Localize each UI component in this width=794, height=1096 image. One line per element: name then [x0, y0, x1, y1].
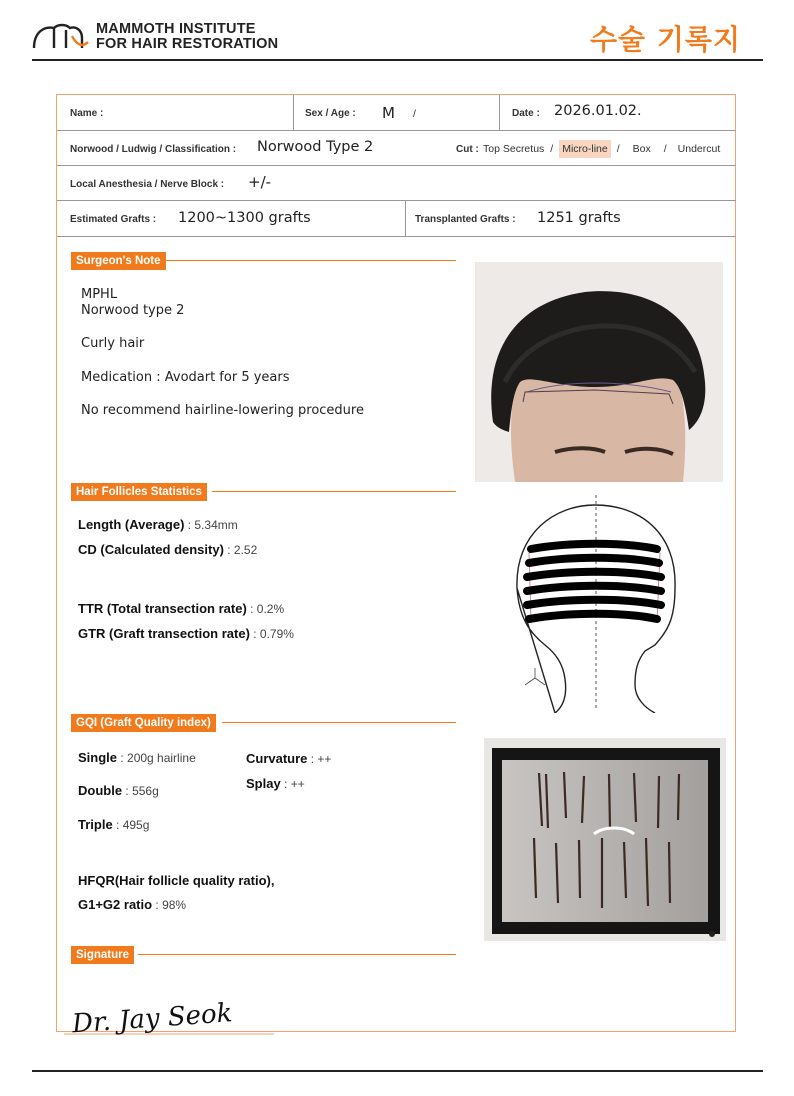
section-rule: [222, 722, 456, 723]
ratio-stat: [78, 897, 186, 912]
ratio-value: : 98%: [152, 898, 187, 912]
document-title: 수술 기록지: [590, 23, 741, 56]
estimated-grafts-value[interactable]: 1200~1300 grafts: [178, 210, 311, 226]
double-value: : 556g: [122, 784, 159, 798]
single-label: Single: [78, 750, 118, 765]
row-divider: [57, 236, 736, 237]
transplanted-grafts-value[interactable]: 1251 grafts: [537, 210, 621, 226]
patient-hairline-photo: [475, 262, 723, 482]
curvature-stat: [246, 751, 331, 766]
ratio-label: G1+G2 ratio: [78, 897, 153, 912]
cd-value: : 2.52: [223, 543, 258, 557]
length-stat: [78, 517, 238, 532]
surgeons-note-heading: Surgeon's Note: [71, 252, 166, 270]
triple-value: : 495g: [112, 818, 150, 832]
single-value: : 200g hairline: [117, 751, 196, 765]
length-label: Length (Average): [78, 517, 185, 532]
date-label: Date :: [512, 108, 540, 119]
hfqr-label: [78, 873, 274, 888]
col-divider: [405, 201, 406, 236]
cut-option-micro-line[interactable]: Micro-line: [559, 140, 611, 158]
date-value[interactable]: 2026.01.02.: [554, 103, 642, 119]
curvature-value: : ++: [307, 752, 332, 766]
splay-stat: [246, 776, 305, 791]
note-line: Curly hair: [81, 336, 145, 351]
triple-stat: [78, 817, 149, 832]
logo: [32, 22, 92, 50]
length-value: : 5.34mm: [184, 518, 238, 532]
header-rule: [32, 59, 763, 61]
anesthesia-label: Local Anesthesia / Nerve Block :: [70, 179, 225, 190]
note-line: No recommend hairline-lowering procedure: [81, 403, 364, 418]
ttr-value: : 0.2%: [246, 602, 285, 616]
sex-value[interactable]: M: [382, 104, 395, 122]
note-line: MPHL: [81, 287, 118, 302]
cd-label: CD (Calculated density): [78, 542, 224, 557]
double-stat: [78, 783, 159, 798]
ttr-label: TTR (Total transection rate): [78, 601, 247, 616]
cut-option-undercut[interactable]: Undercut: [677, 143, 721, 155]
name-label: Name :: [70, 108, 104, 119]
note-line: Norwood type 2: [81, 303, 185, 318]
gtr-stat: [78, 626, 294, 641]
row-divider: [57, 130, 736, 131]
ttr-stat: [78, 601, 284, 616]
estimated-grafts-label: Estimated Grafts :: [70, 214, 157, 225]
double-label: Double: [78, 783, 123, 798]
classification-value[interactable]: Norwood Type 2: [257, 139, 374, 155]
transplanted-grafts-label: Transplanted Grafts :: [415, 214, 516, 225]
section-rule: [138, 954, 456, 955]
cut-label: Cut :: [456, 144, 479, 155]
row-divider: [57, 165, 736, 166]
splay-label: Splay: [246, 776, 281, 791]
cd-stat: [78, 542, 257, 557]
logo-text: [96, 22, 278, 52]
hfqr-text: HFQR(Hair follicle quality ratio),: [78, 873, 275, 888]
donor-area-diagram: [505, 493, 687, 713]
classification-label: Norwood / Ludwig / Classification :: [70, 144, 237, 155]
anesthesia-value[interactable]: +/-: [248, 173, 272, 191]
triple-label: Triple: [78, 817, 113, 832]
signature-text: Dr. Jay Seok: [71, 998, 234, 1040]
logo-line-2: FOR HAIR RESTORATION: [96, 36, 279, 52]
cut-separator: /: [616, 143, 620, 155]
doctor-signature: [64, 988, 278, 1048]
gtr-value: : 0.79%: [249, 627, 294, 641]
mammoth-logo-icon: [32, 22, 92, 50]
cut-separator: /: [550, 143, 554, 155]
cut-separator: /: [663, 143, 667, 155]
signature-heading: Signature: [71, 946, 134, 964]
logo-line-1: MAMMOTH INSTITUTE: [96, 21, 256, 37]
col-divider: [499, 95, 500, 130]
cut-option-box[interactable]: Box: [632, 143, 651, 155]
row-divider: [57, 200, 736, 201]
col-divider: [293, 95, 294, 130]
curvature-label: Curvature: [246, 751, 308, 766]
splay-value: : ++: [280, 777, 305, 791]
graft-monitor-photo: [484, 738, 726, 941]
cut-option-top-secretus[interactable]: Top Secretus: [483, 143, 545, 155]
age-separator: /: [413, 108, 416, 120]
cut-options: [480, 143, 723, 155]
section-rule: [212, 491, 456, 492]
single-stat: [78, 750, 196, 765]
footer-rule: [32, 1070, 763, 1072]
hair-follicles-heading: Hair Follicles Statistics: [71, 483, 207, 501]
sex-age-label: Sex / Age :: [305, 108, 356, 119]
gtr-label: GTR (Graft transection rate): [78, 626, 250, 641]
section-rule: [166, 260, 456, 261]
gqi-heading: GQI (Graft Quality index): [71, 714, 216, 732]
note-line: Medication : Avodart for 5 years: [81, 370, 290, 385]
